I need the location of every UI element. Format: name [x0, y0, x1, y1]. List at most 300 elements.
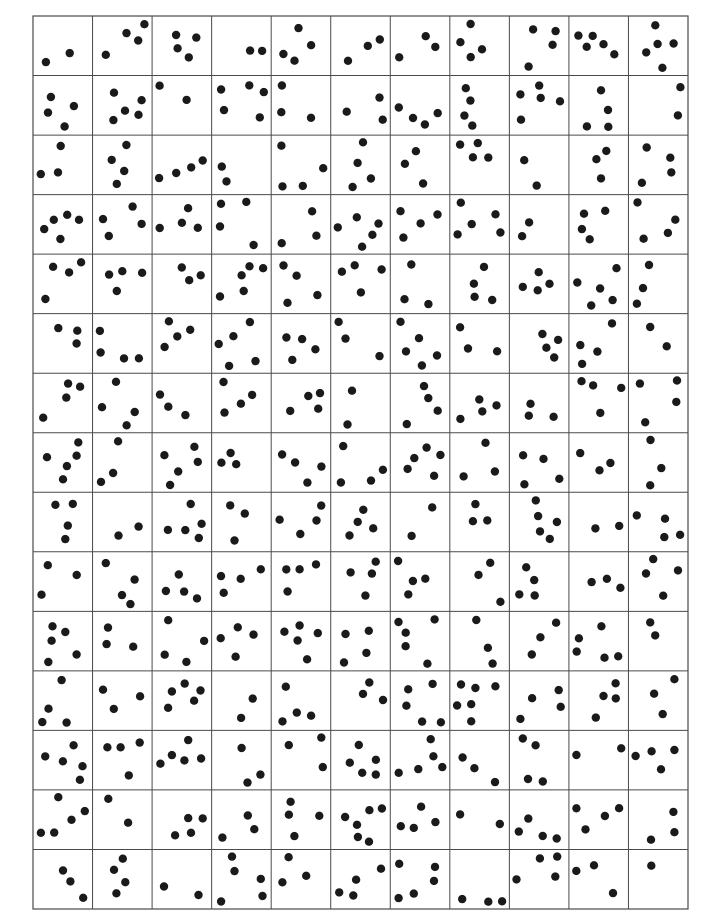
dot [417, 803, 425, 811]
dot [647, 747, 655, 755]
dot [639, 235, 647, 243]
dot [128, 202, 136, 210]
dot [467, 53, 475, 61]
dot [307, 114, 315, 122]
dot [434, 407, 442, 415]
dot [372, 770, 380, 778]
dot [457, 199, 465, 207]
dot [69, 500, 77, 508]
dot [592, 713, 600, 721]
dot [642, 48, 650, 56]
dot [76, 383, 84, 391]
dot [402, 629, 410, 637]
dot [365, 838, 373, 846]
dot [400, 295, 408, 303]
dot [557, 703, 565, 711]
dot [168, 751, 176, 759]
dot [63, 211, 71, 219]
dot [316, 389, 324, 397]
dot [410, 824, 418, 832]
dot [59, 475, 67, 483]
dot [608, 296, 616, 304]
dot [474, 139, 482, 147]
dot [294, 24, 302, 32]
dot [539, 777, 547, 785]
dot [653, 40, 661, 48]
dot [658, 64, 666, 72]
dot [195, 534, 203, 542]
dot [597, 86, 605, 94]
dot [307, 712, 315, 720]
dot [44, 705, 52, 713]
dot [97, 478, 105, 486]
dot [215, 340, 223, 348]
dot [304, 392, 312, 400]
dot [421, 120, 429, 128]
dot [278, 182, 286, 190]
dot [416, 219, 424, 227]
dot [54, 324, 62, 332]
dot [39, 414, 47, 422]
dot [375, 352, 383, 360]
dot [216, 292, 224, 300]
dot [299, 182, 307, 190]
dot [666, 154, 674, 162]
dot [258, 892, 266, 900]
dot [136, 738, 144, 746]
dot [600, 654, 608, 662]
dot [518, 232, 526, 240]
dot [288, 356, 296, 364]
dot [257, 875, 265, 883]
dot [633, 511, 641, 519]
dot [194, 224, 202, 232]
dot [470, 764, 478, 772]
dot [359, 690, 367, 698]
dot [404, 685, 412, 693]
dot [290, 832, 298, 840]
dot [599, 692, 607, 700]
dot [645, 261, 653, 269]
dot [631, 752, 639, 760]
dot [237, 400, 245, 408]
dot [534, 286, 542, 294]
dot [278, 239, 286, 247]
dot [69, 741, 77, 749]
dot [548, 41, 556, 49]
dot [190, 697, 198, 705]
dot [64, 379, 72, 387]
dot [217, 634, 225, 642]
dot [164, 526, 172, 534]
dot [341, 334, 349, 342]
dot [164, 616, 172, 624]
dot [467, 700, 475, 708]
dot [456, 810, 464, 818]
dot [415, 334, 423, 342]
dot [572, 804, 580, 812]
dot [647, 836, 655, 844]
dot [317, 733, 325, 741]
dot [551, 872, 559, 880]
dot [395, 53, 403, 61]
dot [216, 222, 224, 230]
dot [348, 183, 356, 191]
dot [312, 232, 320, 240]
dot [590, 861, 598, 869]
dot [412, 147, 420, 155]
dot [402, 702, 410, 710]
dot [379, 696, 387, 704]
dot [466, 96, 474, 104]
dot [649, 555, 657, 563]
dot [407, 532, 415, 540]
dot [466, 20, 474, 28]
dot [180, 587, 188, 595]
dot [172, 169, 180, 177]
dot [218, 162, 226, 170]
dot [591, 524, 599, 532]
dot [61, 628, 69, 636]
dot [428, 503, 436, 511]
dot [573, 647, 581, 655]
dot [367, 174, 375, 182]
dot [633, 300, 641, 308]
dot [60, 122, 68, 130]
dot [512, 875, 520, 883]
dot [572, 751, 580, 759]
dot [232, 460, 240, 468]
dot [471, 500, 479, 508]
dot [174, 467, 182, 475]
dot [317, 462, 325, 470]
dot [130, 575, 138, 583]
dot [279, 50, 287, 58]
dot [178, 263, 186, 271]
dot [664, 229, 672, 237]
dot [536, 527, 544, 535]
dot [367, 476, 375, 484]
dot [431, 863, 439, 871]
dot [308, 207, 316, 215]
dot [657, 464, 665, 472]
dot [168, 687, 176, 695]
dot [64, 521, 72, 529]
dot [458, 753, 466, 761]
dot [112, 889, 120, 897]
dot [673, 376, 681, 384]
dot [220, 589, 228, 597]
dot [125, 771, 133, 779]
dot [615, 522, 623, 530]
dot [604, 106, 612, 114]
dot [102, 640, 110, 648]
dot [410, 889, 418, 897]
dot [278, 717, 286, 725]
dot [358, 769, 366, 777]
dot [319, 164, 327, 172]
dot [589, 32, 597, 40]
dot [553, 834, 561, 842]
dot [375, 93, 383, 101]
dot [434, 109, 442, 117]
dot [240, 287, 248, 295]
dot [429, 752, 437, 760]
dot [672, 398, 680, 406]
dot [606, 459, 614, 467]
dot [164, 704, 172, 712]
dot [456, 38, 464, 46]
dot [352, 876, 360, 884]
dot [173, 332, 181, 340]
dot [314, 405, 322, 413]
dot [190, 443, 198, 451]
dot [286, 407, 294, 415]
dot [646, 481, 654, 489]
dot [295, 565, 303, 573]
dot [103, 743, 111, 751]
dot [467, 717, 475, 725]
dot [549, 413, 557, 421]
dot [104, 623, 112, 631]
dot [659, 592, 667, 600]
dot [96, 327, 104, 335]
dot [138, 269, 146, 277]
dot [285, 811, 293, 819]
dot [197, 520, 205, 528]
dot [574, 31, 582, 39]
dot [137, 96, 145, 104]
dot [397, 822, 405, 830]
dot [181, 526, 189, 534]
dot [140, 20, 148, 28]
dot [220, 106, 228, 114]
dot [474, 571, 482, 579]
dot [122, 141, 130, 149]
dot [369, 524, 377, 532]
dot [493, 347, 501, 355]
dot [199, 814, 207, 822]
dot [394, 557, 402, 565]
dot [457, 680, 465, 688]
dot [525, 412, 533, 420]
dot [44, 658, 52, 666]
dot [278, 81, 286, 89]
dot [134, 111, 142, 119]
dot [256, 113, 264, 121]
dot [345, 531, 353, 539]
dot [197, 271, 205, 279]
dot [192, 33, 200, 41]
dot [617, 384, 625, 392]
dot [646, 323, 654, 331]
dot [37, 170, 45, 178]
dot [437, 718, 445, 726]
dot [438, 763, 446, 771]
dot [194, 458, 202, 466]
dot [282, 683, 290, 691]
dot [343, 108, 351, 116]
dot [119, 855, 127, 863]
dot [66, 49, 74, 57]
dot [335, 888, 343, 896]
dot [50, 216, 58, 224]
dot [364, 42, 372, 50]
dot [519, 283, 527, 291]
dot [340, 658, 348, 666]
dot [522, 563, 530, 571]
dot [193, 594, 201, 602]
dot [70, 102, 78, 110]
dot [422, 32, 430, 40]
dot [355, 741, 363, 749]
dot [609, 889, 617, 897]
dot [56, 235, 64, 243]
dot [291, 458, 299, 466]
dot [105, 232, 113, 240]
dot [599, 40, 607, 48]
dot [282, 565, 290, 573]
dot [290, 57, 298, 65]
dot [535, 268, 543, 276]
dot [353, 821, 361, 829]
dot [241, 509, 249, 517]
dot [312, 516, 320, 524]
dot [49, 263, 57, 271]
dot [646, 618, 654, 626]
dot [524, 62, 532, 70]
dot [596, 409, 604, 417]
dot [676, 83, 684, 91]
dot [337, 478, 345, 486]
dot [187, 829, 195, 837]
dot [283, 587, 291, 595]
dot [295, 621, 303, 629]
dot [124, 819, 132, 827]
dot [651, 631, 659, 639]
dot [217, 200, 225, 208]
dot [519, 734, 527, 742]
dot [418, 361, 426, 369]
dot [484, 898, 492, 906]
dot [428, 680, 436, 688]
dot [44, 108, 52, 116]
dot [553, 518, 561, 526]
dot [120, 167, 128, 175]
dot [433, 210, 441, 218]
dot [456, 415, 464, 423]
dot [217, 897, 225, 905]
dot [379, 466, 387, 474]
dot [217, 572, 225, 580]
dot [51, 501, 59, 509]
dot [245, 81, 253, 89]
dot [470, 293, 478, 301]
dot [218, 833, 226, 841]
dot [496, 598, 504, 606]
dot [63, 462, 71, 470]
dot [61, 535, 69, 543]
dot [542, 344, 550, 352]
dot [181, 679, 189, 687]
dot [365, 678, 373, 686]
dot [427, 735, 435, 743]
dot [283, 299, 291, 307]
dot [430, 877, 438, 885]
dot [596, 284, 604, 292]
dot [113, 180, 121, 188]
dot [456, 140, 464, 148]
dot [312, 560, 320, 568]
dot [528, 650, 536, 658]
dot [182, 96, 190, 104]
dot [546, 535, 554, 543]
dot [180, 756, 188, 764]
dot [77, 258, 85, 266]
dot [173, 44, 181, 52]
dot [41, 295, 49, 303]
dot [353, 213, 361, 221]
dot [120, 354, 128, 362]
dot [185, 276, 193, 284]
dot [230, 867, 238, 875]
dot [657, 765, 665, 773]
dot [249, 694, 257, 702]
dot [674, 566, 682, 574]
dot [230, 536, 238, 544]
dot [225, 362, 233, 370]
dot [516, 90, 524, 98]
dot [496, 228, 504, 236]
dot [72, 339, 80, 347]
dot [194, 891, 202, 899]
dot [298, 335, 306, 343]
dot [237, 575, 245, 583]
dot [248, 391, 256, 399]
dot [578, 225, 586, 233]
dot [431, 43, 439, 51]
dot [531, 591, 539, 599]
dot [614, 652, 622, 660]
dot [651, 21, 659, 29]
dot [62, 393, 70, 401]
dot [526, 400, 534, 408]
dot-cell [647, 862, 655, 870]
dot [354, 833, 362, 841]
dot [109, 116, 117, 124]
dot [293, 636, 301, 644]
dot [404, 590, 412, 598]
dot [539, 832, 547, 840]
dot [470, 280, 478, 288]
dot [480, 263, 488, 271]
dot [424, 394, 432, 402]
dot [538, 330, 546, 338]
dot [409, 577, 417, 585]
dot [536, 633, 544, 641]
dot [403, 465, 411, 473]
dot [402, 347, 410, 355]
dot [126, 600, 134, 608]
dot [556, 97, 564, 105]
dot [583, 122, 591, 130]
dot [660, 533, 668, 541]
dot [110, 89, 118, 97]
dot [246, 318, 254, 326]
dot [229, 332, 237, 340]
dot [160, 882, 168, 890]
dot [113, 287, 121, 295]
